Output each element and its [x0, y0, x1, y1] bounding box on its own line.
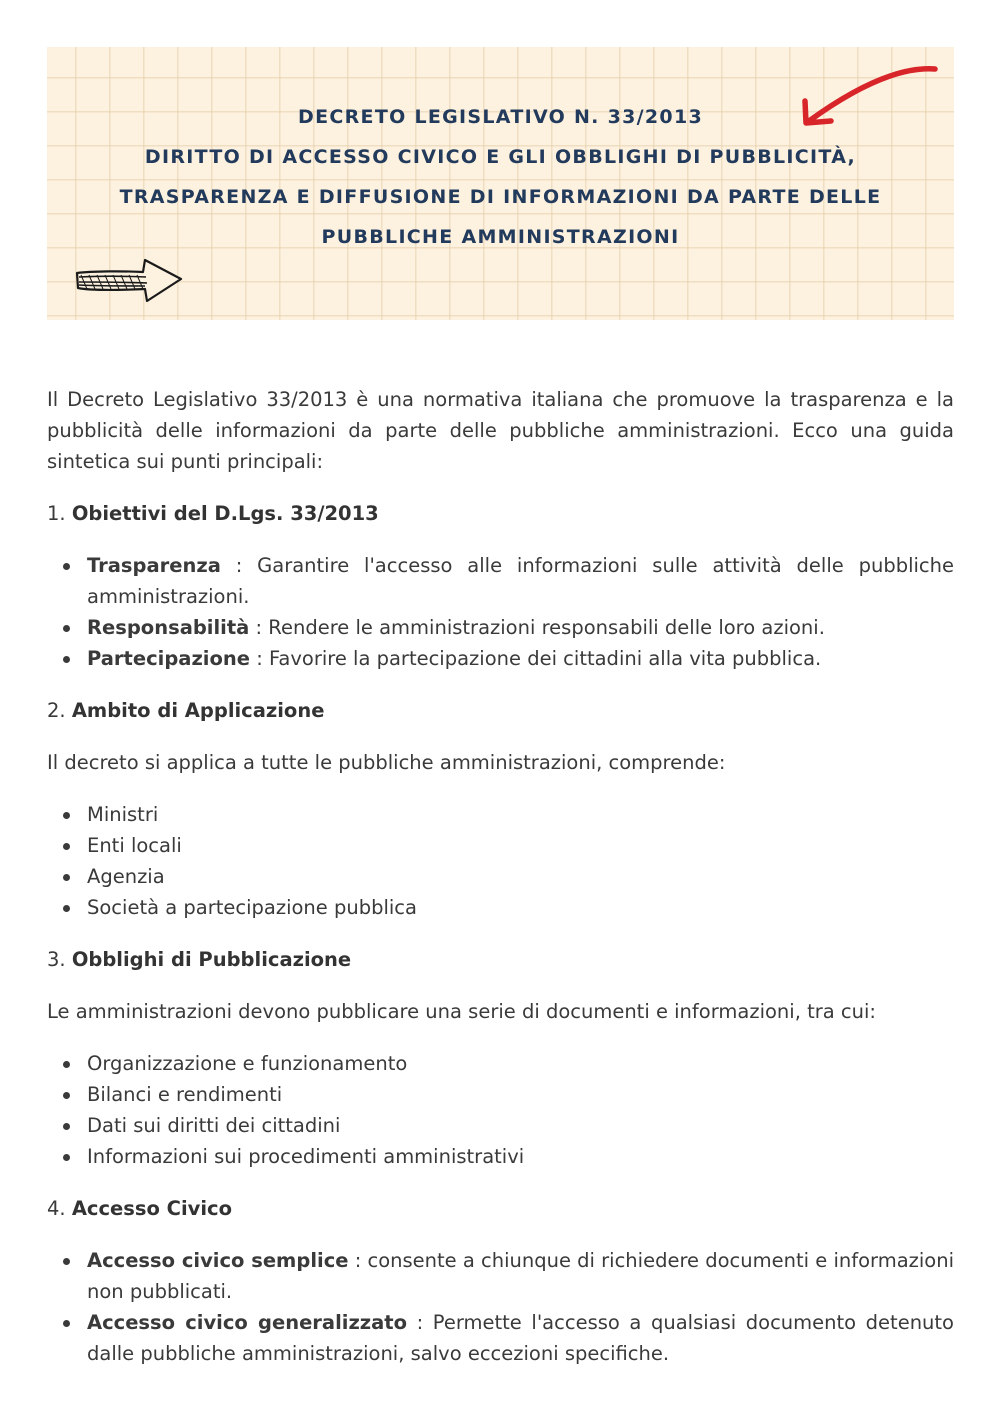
item-text: : Favorire la partecipazione dei cittadini alla vita pubblica. — [250, 647, 822, 670]
header-banner — [47, 47, 954, 320]
list-item: Dati sui diritti dei cittadini — [87, 1110, 954, 1141]
bullet-list — [47, 1245, 954, 1369]
section-heading — [47, 695, 954, 726]
item-term: Responsabilità — [87, 616, 250, 639]
section-heading — [47, 1193, 954, 1224]
section-title: Obiettivi del D.Lgs. 33/2013 — [71, 502, 379, 525]
item-text: : consente a chiunque di richiedere documenti e informazioni non pubblicati. — [87, 1249, 954, 1303]
item-term: Accesso civico generalizzato — [87, 1311, 408, 1334]
section-title: Obblighi di Pubblicazione — [71, 948, 352, 971]
title-line: DECRETO LEGISLATIVO N. 33/2013 — [298, 106, 703, 128]
list-item — [87, 1307, 954, 1369]
item-text: : Garantire l'accesso alle informazioni sulle attività delle pubbliche amministrazioni. — [87, 554, 954, 608]
section-title: Ambito di Applicazione — [71, 699, 325, 722]
title-line: TRASPARENZA E DIFFUSIONE DI INFORMAZIONI DA PARTE DELLE — [119, 186, 882, 208]
bullet-list — [47, 1048, 954, 1172]
section-paragraph: Le amministrazioni devono pubblicare una serie di documenti e informazioni, tra cui: — [47, 1000, 876, 1023]
item-term: Partecipazione — [87, 647, 250, 670]
list-item: Ministri — [87, 799, 954, 830]
section-heading — [47, 944, 954, 975]
section-heading — [47, 498, 954, 529]
list-item — [87, 550, 954, 612]
intro-paragraph: Il Decreto Legislativo 33/2013 è una normativa italiana che promuove la trasparenza e la pubblicità delle informazioni da parte delle pubbliche amministrazioni. Ecco una guida sintetica sui punti principali: — [47, 388, 954, 473]
section-number: 1. — [47, 502, 66, 525]
section-number: 2. — [47, 699, 66, 722]
list-item: Enti locali — [87, 830, 954, 861]
list-item: Agenzia — [87, 861, 954, 892]
bullet-list — [47, 550, 954, 674]
section-number: 3. — [47, 948, 66, 971]
item-term: Trasparenza — [87, 554, 221, 577]
item-term: Accesso civico semplice — [87, 1249, 349, 1272]
list-item: Bilanci e rendimenti — [87, 1079, 954, 1110]
list-item: Società a partecipazione pubblica — [87, 892, 954, 923]
section-title: Accesso Civico — [71, 1197, 232, 1220]
list-item — [87, 1245, 954, 1307]
section-paragraph: Il decreto si applica a tutte le pubbliche amministrazioni, comprende: — [47, 751, 726, 774]
red-arrow-icon — [797, 61, 947, 131]
list-item — [87, 643, 954, 674]
item-text: : Rendere le amministrazioni responsabili delle loro azioni. — [249, 616, 825, 639]
list-item: Informazioni sui procedimenti amministrativi — [87, 1141, 954, 1172]
document-body — [47, 384, 954, 1369]
bullet-list — [47, 799, 954, 923]
list-item — [87, 612, 954, 643]
section-number: 4. — [47, 1197, 66, 1220]
list-item: Organizzazione e funzionamento — [87, 1048, 954, 1079]
title-line: DIRITTO DI ACCESSO CIVICO E GLI OBBLIGHI DI PUBBLICITÀ, — [144, 146, 857, 168]
item-text: : Permette l'accesso a qualsiasi documento detenuto dalle pubbliche amministrazioni, salvo eccezioni specifiche. — [87, 1311, 954, 1365]
hand-drawn-arrow-icon — [73, 255, 188, 307]
title-line: PUBBLICHE AMMINISTRAZIONI — [321, 226, 680, 248]
